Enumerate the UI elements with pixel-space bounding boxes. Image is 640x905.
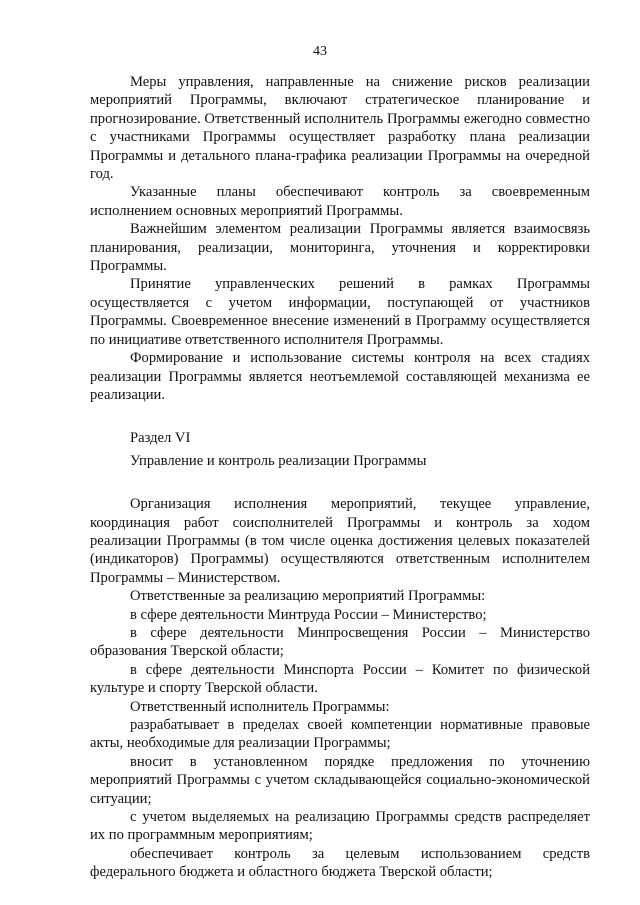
list-item-distributes-funds: с учетом выделяемых на реализацию Программы средств распределяет их по программным мероприятиям; bbox=[90, 809, 590, 844]
paragraph-key-element: Важнейшим элементом реализации Программы является взаимосвязь планирования, реализации, мониторинга, уточнения и корректировки Программы. bbox=[90, 221, 590, 275]
paragraph-decision-making: Принятие управленческих решений в рамках Программы осуществляется с учетом информации, поступающей от участников Программы. Своевременное внесение изменений в Программу осуществляется по инициативе ответственного исполнителя Программы. bbox=[90, 276, 590, 348]
section-title: Управление и контроль реализации Программы bbox=[130, 452, 427, 469]
paragraph-organization: Организация исполнения мероприятий, текущее управление, координация работ соисполнителей Программы и контроль за ходом реализации Программы (в том числе оценка достижения целевых показателей (индикаторов) Программы) осуществляются ответственным исполнителем Программы – Министерством. bbox=[90, 496, 590, 586]
paragraph-executor-intro: Ответственный исполнитель Программы: bbox=[130, 698, 390, 715]
list-item-mintrud: в сфере деятельности Минтруда России – Министерство; bbox=[130, 606, 487, 623]
list-item-develops-acts: разрабатывает в пределах своей компетенции нормативные правовые акты, необходимые для реализации Программы; bbox=[90, 717, 590, 752]
list-item-submits-proposals: вносит в установленном порядке предложения по уточнению мероприятий Программы с учетом складывающейся социально-экономической ситуации; bbox=[90, 753, 590, 807]
document-body bbox=[90, 73, 590, 882]
section-number: Раздел VI bbox=[130, 430, 191, 447]
list-item-ensures-control: обеспечивает контроль за целевым использованием средств федерального бюджета и областного бюджета Тверской области; bbox=[90, 845, 590, 881]
page-number: 43 bbox=[313, 44, 327, 59]
list-item-minsport: в сфере деятельности Минспорта России – Комитет по физической культуре и спорту Тверской области. bbox=[90, 661, 590, 697]
paragraph-control-system: Формирование и использование системы контроля на всех стадиях реализации Программы является неотъемлемой составляющей механизма ее реализации. bbox=[90, 350, 590, 403]
paragraph-plans-control: Указанные планы обеспечивают контроль за своевременным исполнением основных мероприятий Программы. bbox=[90, 184, 590, 219]
paragraph-responsible-list-intro: Ответственные за реализацию мероприятий Программы: bbox=[130, 588, 486, 605]
paragraph-risk-management: Меры управления, направленные на снижение рисков реализации мероприятий Программы, включают стратегическое планирование и прогнозирование. Ответственный исполнитель Программы ежегодно совместно с участниками Программы осуществляет разработку плана реализации Программы и детального плана-графика реализации Программы на очередной год. bbox=[90, 74, 590, 183]
list-item-minprosvescheniya: в сфере деятельности Минпросвещения России – Министерство образования Тверской области; bbox=[90, 624, 590, 660]
